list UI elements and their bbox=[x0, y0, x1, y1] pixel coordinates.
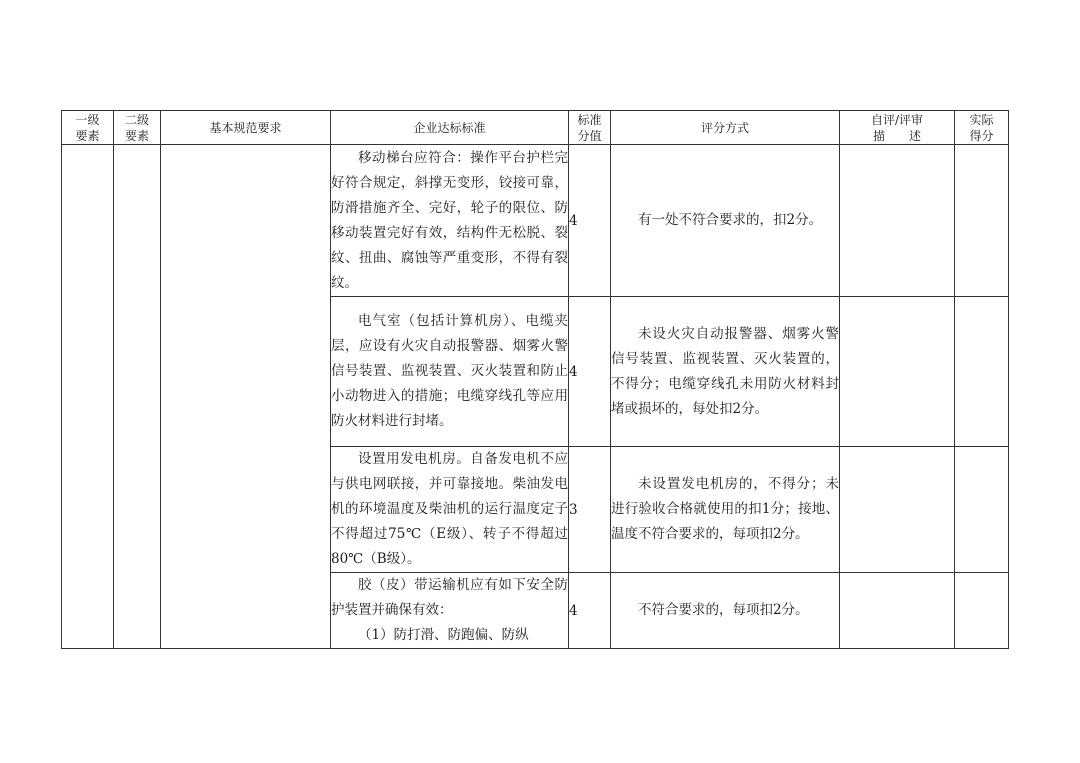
table-row bbox=[62, 145, 1009, 297]
header-scoring-method: 评分方式 bbox=[611, 111, 840, 145]
actual-score-cell bbox=[955, 297, 1009, 447]
standard-score-cell: 4 bbox=[569, 573, 611, 649]
header-row bbox=[62, 111, 1009, 145]
self-evaluation-cell bbox=[840, 297, 955, 447]
level1-cell bbox=[62, 145, 114, 649]
header-level1: 一级 要素 bbox=[62, 111, 114, 145]
enterprise-standard-cell: 设置用发电机房。自备发电机不应与供电网联接，并可靠接地。柴油发电机的环境温度及柴油机的运行温度定子不得超过75℃（E级）、转子不得超过80℃（B级）。 bbox=[331, 447, 569, 573]
actual-score-cell bbox=[955, 447, 1009, 573]
standard-score-cell: 4 bbox=[569, 145, 611, 297]
standard-score-cell: 4 bbox=[569, 297, 611, 447]
standards-table bbox=[61, 110, 1009, 649]
level2-cell bbox=[114, 145, 161, 649]
header-standard-score: 标准 分值 bbox=[569, 111, 611, 145]
header-level2: 二级 要素 bbox=[114, 111, 161, 145]
enterprise-standard-cell: 胶（皮）带运输机应有如下安全防护装置并确保有效： （1）防打滑、防跑偏、防纵 bbox=[331, 573, 569, 649]
basic-requirements-cell bbox=[161, 145, 331, 649]
standard-score-cell: 3 bbox=[569, 447, 611, 573]
header-actual-score: 实际 得分 bbox=[955, 111, 1009, 145]
scoring-method-cell: 不符合要求的，每项扣2分。 bbox=[611, 573, 840, 649]
scoring-method-cell: 有一处不符合要求的，扣2分。 bbox=[611, 145, 840, 297]
enterprise-standard-cell: 移动梯台应符合：操作平台护栏完好符合规定，斜撑无变形，铰接可靠，防滑措施齐全、完好，轮子的限位、防移动装置完好有效，结构件无松脱、裂纹、扭曲、腐蚀等严重变形，不得有裂纹。 bbox=[331, 145, 569, 297]
header-enterprise-standard: 企业达标标准 bbox=[331, 111, 569, 145]
self-evaluation-cell bbox=[840, 145, 955, 297]
scoring-method-cell: 未设火灾自动报警器、烟雾火警信号装置、监视装置、灭火装置的，不得分；电缆穿线孔未用防火材料封堵或损坏的，每处扣2分。 bbox=[611, 297, 840, 447]
header-basic-requirements: 基本规范要求 bbox=[161, 111, 331, 145]
actual-score-cell bbox=[955, 573, 1009, 649]
enterprise-standard-cell: 电气室（包括计算机房）、电缆夹层，应设有火灾自动报警器、烟雾火警信号装置、监视装置、灭火装置和防止小动物进入的措施；电缆穿线孔等应用防火材料进行封堵。 bbox=[331, 297, 569, 447]
scoring-method-cell: 未设置发电机房的，不得分；未进行验收合格就使用的扣1分；接地、温度不符合要求的，每项扣2分。 bbox=[611, 447, 840, 573]
header-self-evaluation: 自评/评审 描 述 bbox=[840, 111, 955, 145]
actual-score-cell bbox=[955, 145, 1009, 297]
self-evaluation-cell bbox=[840, 447, 955, 573]
self-evaluation-cell bbox=[840, 573, 955, 649]
